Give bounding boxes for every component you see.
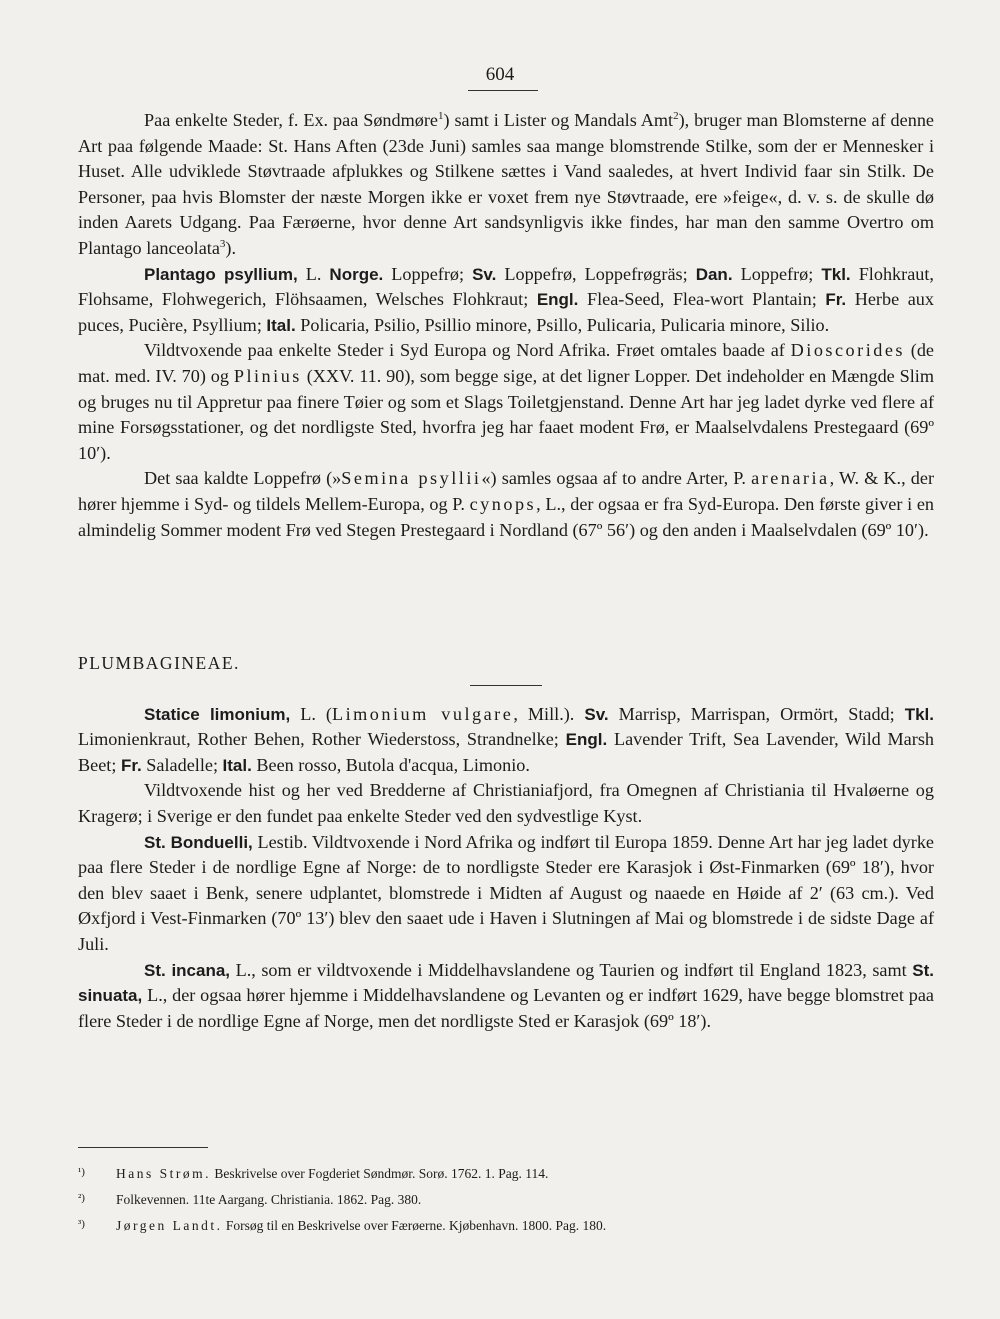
page-number: 604 [485, 64, 515, 85]
page-number-rule [468, 90, 538, 91]
species-name: St. Bonduelli, [144, 832, 253, 852]
species-name: St. incana, [144, 960, 231, 980]
footnote-ref-1: 1 [437, 109, 444, 122]
species-name: Plantago psyllium, [144, 264, 298, 284]
paragraph-psyllium-habitat: Vildtvoxende paa enkelte Steder i Syd Europa og Nord Afrika. Frøet omtales baade af Dioscorides (de mat. med. IV. 70) og Plinius (XXV. 11. 90), som begge sige, at det ligner Lopper. Det indeholder en Mængde Slim og bruges nu til Appretur paa finere Tøier og som et Slags Toiletgjenstand. Denne Art har jeg ladet dyrke ved flere af mine Forsøgsstationer, og det nordligste Sted, hvorfra jeg har faaet modent Frø, er Maalselvdalens Prestegaard (69º 10′). [78, 340, 934, 463]
lang-label: Fr. [120, 755, 142, 775]
lang-label: Engl. [565, 730, 608, 750]
species-name: Statice limonium, [144, 704, 291, 724]
lang-label: Tkl. [904, 704, 935, 724]
lang-label: Engl. [536, 290, 579, 310]
body-text [78, 108, 934, 1034]
lang-label: Tkl. [821, 264, 851, 284]
section-gap [78, 543, 934, 651]
paragraph-limonium-habitat: Vildtvoxende hist og her ved Bredderne af Christianiafjord, fra Omegnen af Christiania til Hvaløerne og Kragerø; i Sverige er den fundet paa enkelte Steder ved den sydvestlige Kyst. [78, 780, 934, 827]
section-rule [470, 685, 542, 686]
paragraph-soendmoere-custom: Paa enkelte Steder, f. Ex. paa Søndmøre$^1$) samt i Lister og Mandals Amt$^2$), bruger man Blomsterne af denne Art paa følgende Maade: St. Hans Aften (23de Juni) samles saa mange blomstrende Stilke, som der er Mennesker i Huset. Alle udviklede Støvtraade afplukkes og Stilkene sættes i Vand saaledes, at hvert Individ faar sin Stilk. De Personer, paa hvis Blomster der næste Morgen ikke er voxet frem nye Støvtraade, ere »feige«, d. v. s. de skulle dø inden Aarets Udgang. Paa Færøerne, hvor denne Art sandsynligvis ikke findes, har man den samme Overtro om Plantago lanceolata$^3$). [78, 109, 934, 258]
section-title: PLUMBAGINEAE. [78, 653, 240, 674]
species-name: St. sinuata, [78, 960, 934, 1006]
lang-label: Fr. [825, 290, 847, 310]
lang-label: Sv. [584, 704, 609, 724]
lang-label: Dan. [695, 264, 733, 284]
footnote-ref-2: 2 [673, 109, 679, 122]
lang-label: Ital. [222, 755, 252, 775]
footnote-1: ¹) Hans Strøm. Beskrivelse over Fogderiet Søndmør. Sorø. 1762. 1. Pag. 114. [78, 1166, 549, 1181]
paragraph-st-incana: St. incana, L., som er vildtvoxende i Middelhavslandene og Taurien og indført til England 1823, samt St. sinuata, L., der ogsaa hører hjemme i Middelhavslandene og Levanten og er indført 1629, have begge blomstret paa flere Steder i de nordlige Egne af Norge, men det nordligste Sted er Karasjok (69º 18′). [78, 959, 934, 1031]
footnote-ref-3: 3 [219, 237, 226, 250]
lang-label: Ital. [266, 315, 296, 335]
paragraph-st-bonduelli: St. Bonduelli, Lestib. Vildtvoxende i Nord Afrika og indført til Europa 1859. Denne Art har jeg ladet dyrke paa flere Steder i de nordlige Egne af Norge: de to nordligste Steder ere Karasjok i Øst-Finmarken (69º 18′), hvor den blev saaet i Benk, senere udplantet, blomstrede i Midten af August og naaede en Høide af 2′ (63 cm.). Ved Øxfjord i Vest-Finmarken (70º 13′) blev den saaet ude i Haven i Slutningen af Mai og blomstrede i de sidste Dage af Juli. [78, 831, 934, 955]
lang-label: Sv. [472, 264, 497, 284]
paragraph-semina-psyllii: Det saa kaldte Loppefrø (»Semina psyllii«) samles ogsaa af to andre Arter, P. arenaria, W. & K., der hører hjemme i Syd- og tildels Mellem-Europa, og P. cynops, L., der ogsaa er fra Syd-Europa. Den første giver i en almindelig Sommer modent Frø ved Stegen Prestegaard i Nordland (67º 56′) og den anden i Maalselvdalen (69º 10′). [78, 468, 935, 540]
paragraph-statice-limonium: Statice limonium, L. (Limonium vulgare, Mill.). Sv. Marrisp, Marrispan, Ormört, Stadd; Tkl. Limonienkraut, Rother Behen, Rother Wiederstoss, Strandnelke; Engl. Lavender Trift, Sea Lavender, Wild Marsh Beet; Fr. Saladelle; Ital. Been rosso, Butola d'acqua, Limonio. [78, 703, 935, 775]
footnote-2: ²) Folkevennen. 11te Aargang. Christiania. 1862. Pag. 380. [78, 1192, 422, 1207]
footnote-3: ³) Jørgen Landt. Forsøg til en Beskrivelse over Færøerne. Kjøbenhavn. 1800. Pag. 180. [78, 1218, 607, 1233]
footnotes [78, 1160, 934, 1238]
paragraph-plantago-psyllium: Plantago psyllium, L. Norge. Loppefrø; Sv. Loppefrø, Loppefrøgräs; Dan. Loppefrø; Tkl. Flohkraut, Flohsame, Flohwegerich, Flöhsaamen, Welsches Flohkraut; Engl. Flea-Seed, Flea-wort Plantain; Fr. Herbe aux puces, Pucière, Psyllium; Ital. Policaria, Psilio, Psillio minore, Psillo, Pulicaria, Pulicaria minore, Silio. [78, 263, 934, 335]
lang-label: Norge. [329, 264, 384, 284]
footnote-rule [78, 1147, 208, 1148]
